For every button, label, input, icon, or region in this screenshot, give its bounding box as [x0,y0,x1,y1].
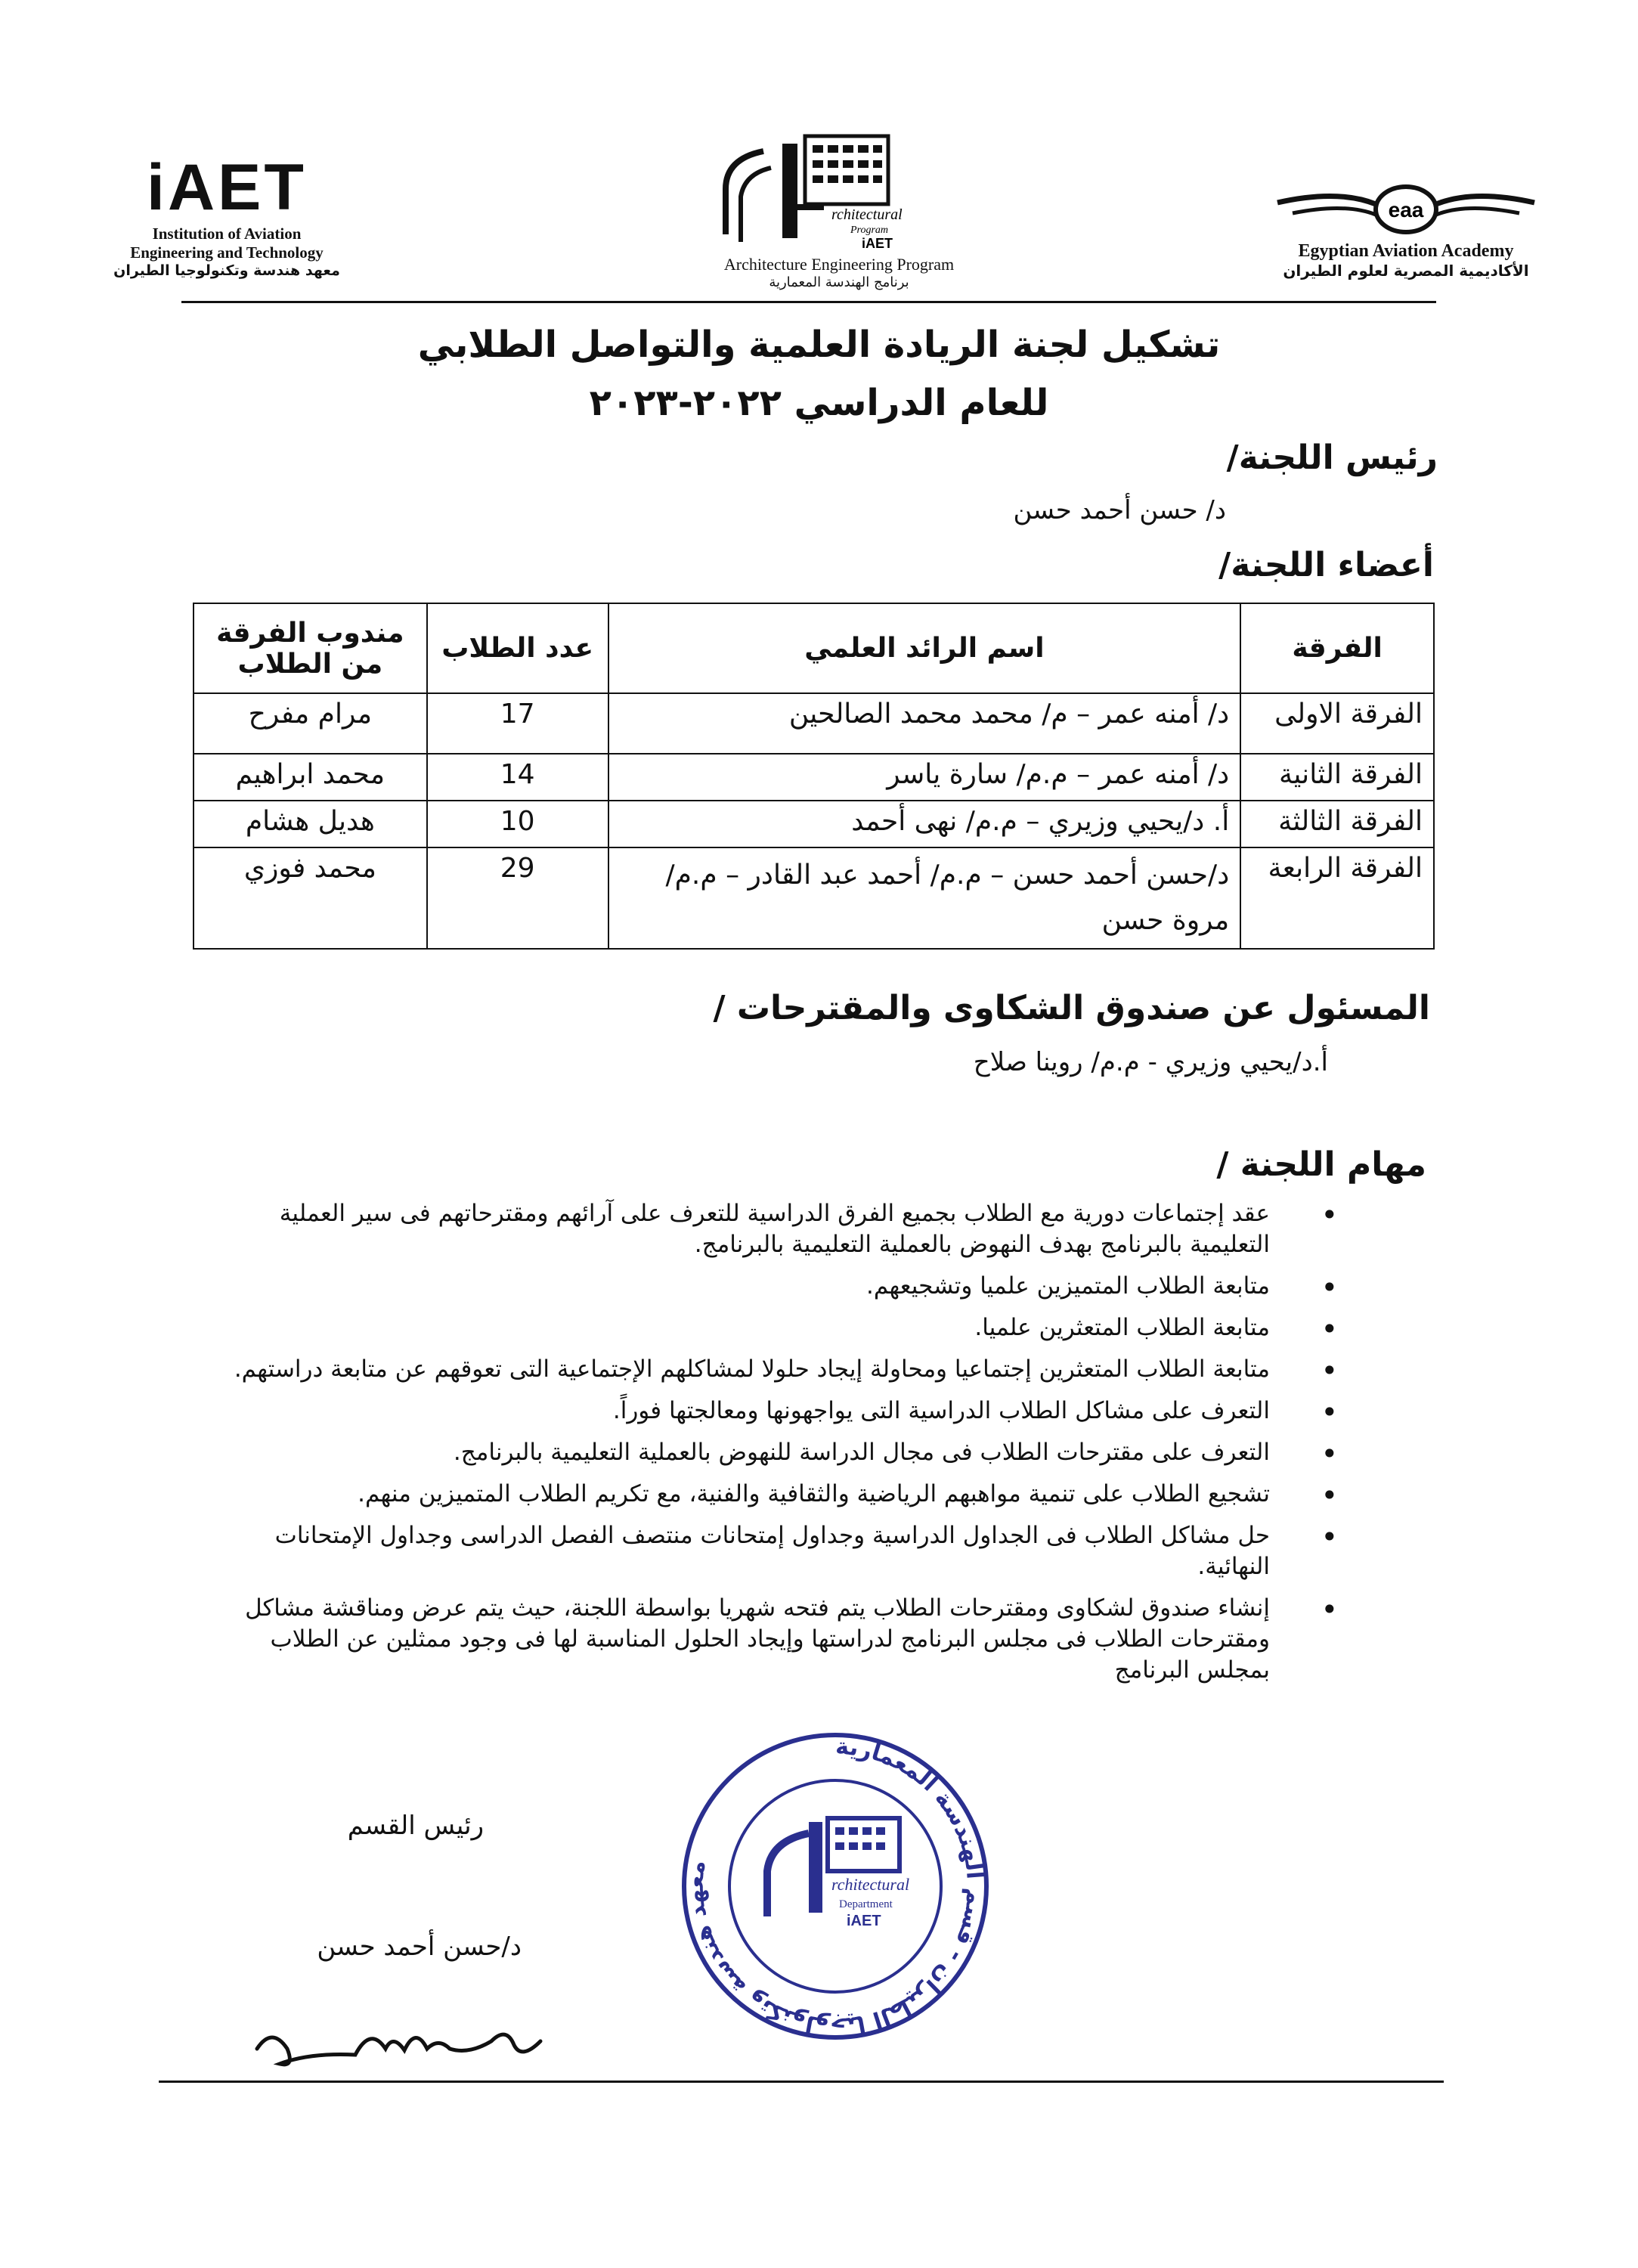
table-row [194,693,1434,754]
chair-heading: رئيس اللجنة/ [1226,438,1438,477]
header-divider [181,301,1436,303]
official-stamp [677,1727,994,2045]
stamp-ring-text: معهد هندسة وتكنولوجيا الطيران - قسم الهندسة المعمارية [682,1733,989,2040]
table-cell-year: الفرقة الثالثة [1240,801,1434,847]
table-cell-advisor: د/حسن أحمد حسن – م.م/ أحمد عبد القادر – م.م/ مروة حسن [608,847,1241,949]
eaa-logo [1262,181,1550,280]
list-item: • متابعة الطلاب المتعثرين إجتماعيا ومحاولة إيجاد حلولا لمشاكلهم الإجتماعية التى تعوقهم عن متابعة دراستهم. [215,1354,1270,1385]
eaa-wings-icon [1262,181,1550,238]
table-row [194,801,1434,847]
list-item: • متابعة الطلاب المتعثرين علميا. [215,1312,1270,1343]
complaints-names: أ.د/يحيي وزيري - م.م/ روينا صلاح [973,1047,1328,1077]
table-cell-count: 17 [427,693,608,754]
eaa-logo-line1: Egyptian Aviation Academy [1298,241,1514,261]
table-cell-representative: هديل هشام [194,801,427,847]
document-subtitle: للعام الدراسي ٢٠٢٢-٢٠٢٣ [589,382,1049,424]
iaet-logo-line2: Engineering and Technology [130,243,324,262]
signature-name: د/حسن أحمد حسن [317,1932,522,1962]
iaet-logo [106,151,348,279]
table-cell-representative: مرام مفرح [194,693,427,754]
center-logo-mark-line1: rchitectural [831,206,903,223]
members-heading: أعضاء اللجنة/ [1218,546,1434,584]
stamp-seal-icon [677,1727,994,2045]
table-header-cell: عدد الطلاب [427,603,608,693]
eaa-logo-mark: eaa [1388,198,1424,222]
table-cell-advisor: د/ أمنه عمر – م/ محمد محمد الصالحين [608,693,1241,754]
architecture-program-logo [680,129,998,290]
complaints-heading: المسئول عن صندوق الشكاوى والمقترحات / [713,989,1430,1027]
center-logo-mark-line3: iAET [862,236,893,251]
center-logo-line2: برنامج الهندسة المعمارية [769,274,909,290]
list-item: • التعرف على مشاكل الطلاب الدراسية التى يواجهونها ومعالجتها فوراً. [215,1396,1270,1427]
list-item: • عقد إجتماعات دورية مع الطلاب بجميع الفرق الدراسية للتعرف على آرائهم ومقترحاتهم فى سير العملية التعليمية بالبرنامج بهدف النهوض بالعملية التعليمية بالبرنامج. [215,1198,1270,1260]
table-header-cell: اسم الرائد العلمي [608,603,1241,693]
table-cell-advisor: أ. د/يحيي وزيري – م.م/ نهى أحمد [608,801,1241,847]
table-cell-advisor: د/ أمنه عمر – م.م/ سارة ياسر [608,754,1241,801]
document-title: تشكيل لجنة الريادة العلمية والتواصل الطلابي [417,324,1221,366]
stamp-inner-line2: Department [839,1898,893,1910]
members-table [193,603,1435,950]
eaa-logo-line2: الأكاديمية المصرية لعلوم الطيران [1283,262,1529,280]
table-cell-year: الفرقة الاولى [1240,693,1434,754]
table-cell-representative: محمد فوزي [194,847,427,949]
list-item: • التعرف على مقترحات الطلاب فى مجال الدراسة للنهوض بالعملية التعليمية بالبرنامج. [215,1437,1270,1468]
tasks-list [215,1198,1270,1696]
center-logo-line1: Architecture Engineering Program [723,255,955,274]
table-cell-representative: محمد ابراهيم [194,754,427,801]
table-cell-year: الفرقة الرابعة [1240,847,1434,949]
table-row [194,847,1434,949]
center-logo-mark-line2: Program [850,225,889,236]
list-item: • إنشاء صندوق لشكاوى ومقترحات الطلاب يتم فتحه شهريا بواسطة اللجنة، حيث يتم عرض ومناقشة مشاكل ومقترحات الطلاب فى مجلس البرنامج لدراستها وإيجاد الحلول المناسبة لها فى وجود ممثلين عن الطلاب بمجلس البرنامج [215,1593,1270,1686]
stamp-inner-line3: iAET [847,1913,881,1929]
signature-role: رئيس القسم [347,1811,484,1841]
chair-name: د/ حسن أحمد حسن [1013,495,1226,525]
table-header-row [194,603,1434,693]
architecture-building-icon [680,129,998,253]
table-cell-year: الفرقة الثانية [1240,754,1434,801]
iaet-logo-line1: Institution of Aviation [152,225,302,243]
list-item: • حل مشاكل الطلاب فى الجداول الدراسية وجداول إمتحانات منتصف الفصل الدراسى وجداول الإمتحانات النهائية. [215,1520,1270,1582]
table-cell-count: 29 [427,847,608,949]
list-item: • تشجيع الطلاب على تنمية مواهبهم الرياضية والثقافية والفنية، مع تكريم الطلاب المتميزين منهم. [215,1479,1270,1510]
list-item: • متابعة الطلاب المتميزين علميا وتشجيعهم. [215,1271,1270,1302]
footer-divider [159,2081,1444,2083]
stamp-inner-line1: rchitectural [831,1875,910,1894]
iaet-logo-line3: معهد هندسة وتكنولوجيا الطيران [113,262,340,279]
table-cell-count: 14 [427,754,608,801]
handwritten-signature [242,1996,559,2079]
header [0,0,1638,318]
table-header-cell: مندوب الفرقة من الطلاب [194,603,427,693]
tasks-heading: مهام اللجنة / [1216,1145,1426,1184]
table-header-cell: الفرقة [1240,603,1434,693]
table-row [194,754,1434,801]
iaet-logo-mark: iAET [147,151,307,224]
table-cell-count: 10 [427,801,608,847]
